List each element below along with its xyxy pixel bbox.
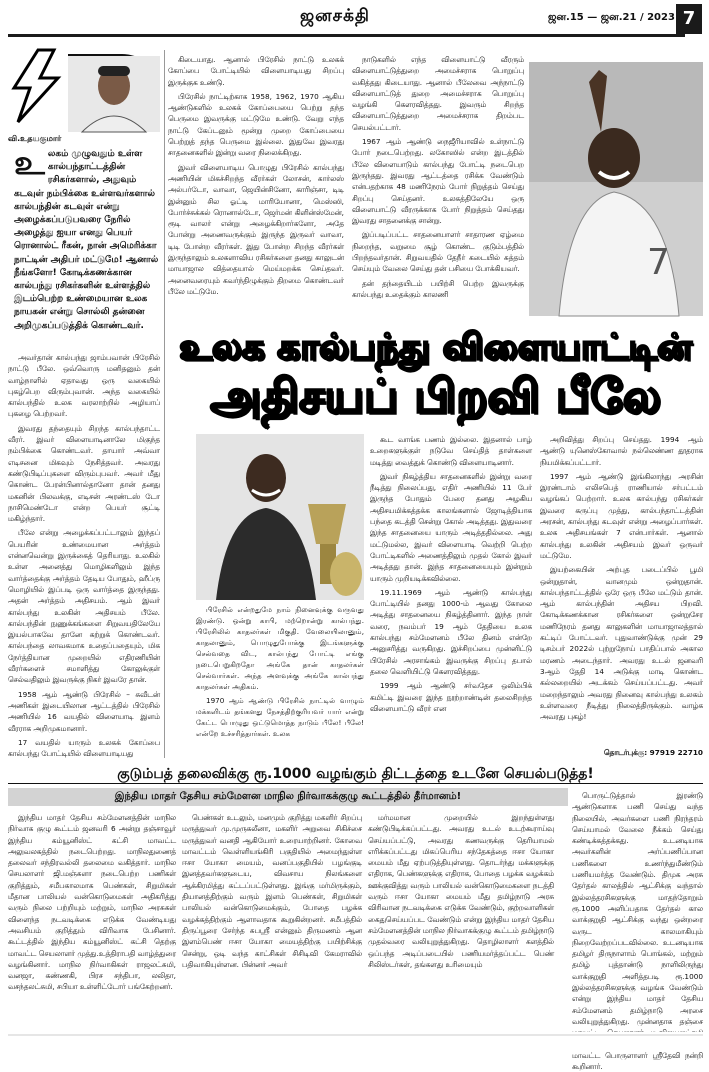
story2-col-3: மர்மமான முறையில் இறந்துள்ளது கண்டுபிடிக்கப்பட்டது. அவரது உடல் உடற்கூராய்வு செய்யப்பட்டு, அவரது கணவருக்கு தெரியாமல் எரிக்கப்பட்டது மிகப்பெரிய சந்தேகத்தை ஈசா யோகா மையம் மீது ஏற்படுத்தியுள்ளது. தொடர்ந்து மக்களுக்கு எதிராக, பெண்களுக்கு எதிராக, போதை பழக்க வழக்கம் ஊக்குவித்து வரும் பாலியல் வன்கொடுமைகளை நடத்தி வரும் ஈசா யோகா மையம் மீது தமிழ்நாடு அரசு விரிவான நடவடிக்கை எடுக்க வேண்டும், குற்றவாளிகள் கைதுசெய்யப்பட வேண்டும் என்று இந்திய மாதர் தேசிய சம்மேளனத்தின் மாநில நிர்வாகக்குழு கூட்டம் தமிழ்நாடு முதல்வரை வலியுறுத்துகிறது. தொழிலாளர் களத்தில் ஒப்பந்த அடிப்படையில் பணியமர்த்தப்பட்ட பெண் சிலிஸ்டர்கள், தங்களது உரிமையும்	[368, 813, 554, 969]
header-rule	[8, 34, 685, 37]
svg-text:7: 7	[647, 242, 670, 283]
paragraph: 19.11.1969 ஆம் ஆண்டு கால்பந்து போட்டியில் தனது 1000-ம் ஆவது கோலை அடித்து சாதனையை நிகழ்த்தினார். இந்த நாள் வரை, நவம்பர் 19 ஆம் தேதியை உலக கால்பந்து சம்மேளனம் பீலே தினம் என்றே அனுசரித்து வருகிறது. இச்சிறப்பை முன்னிட்டு பிரேசில் அரசாங்கம் இவருக்கு சிறப்பு தபால் தலை வெளியிட்டு கௌரவித்தது.	[370, 587, 532, 676]
column-divider	[164, 50, 165, 758]
paragraph: 1997 ஆம் ஆண்டு இங்கிலாந்து அரசின் இரண்டாம் எலிசபெத் ராணியால் சர்பட்டம் வழங்கப் பெற்றார். உலக கால்பந்து ரசிகர்கள் இவரை கருப்பு முத்து, கால்பந்தாட்டத்தின் அரசன், கால்பந்து கடவுள் என்று அழைப்பார்கள். உலக அதிசயங்கள் 7 என்பார்கள். ஆனால் கால்பந்து உலகின் அதிசயம் இவர் ஒருவர் மட்டுமே.	[540, 471, 703, 560]
paragraph: தன் தந்தையிடம் பயிற்சி பெற்ற இவருக்கு கால்பந்து உதைக்கும் காலணி	[352, 278, 524, 299]
article-col-mid	[370, 434, 532, 758]
pele-trophies-photo	[196, 434, 364, 600]
drop-cap: உ	[14, 143, 45, 183]
article-col-2	[168, 54, 344, 322]
paragraph: 1958 ஆம் ஆண்டு பிரேசில் – சுவீடன் அணிகள் இடையிலான ஆட்டத்தில் பிரேசில் அணியில் 16 வயதில் விளையாடி இளம் வீரராக அறிமுகமானார்.	[8, 689, 160, 733]
pele-celebration-photo	[529, 62, 703, 316]
lightning-bolt-logo	[8, 50, 68, 122]
story2-col-1: இந்திய மாதர் தேசிய சம்மேளனத்தின் மாநில நிர்வாக குழு கூட்டம் ஜனவரி 6 அன்று தஞ்சாவூர் இந்திய கம்யூனிஸ்ட் கட்சி மாவட்ட அலுவலகத்தில் நடைபெற்றது. மாநிலதுணைத் தலைவர் சந்திரவல்லி தலைமை வகித்தார். மாநில செயலாளர் ஜி.மஞ்சுளா நடைபெற்ற பணிகள் குறித்தும், சமீபகாலமாக பெண்கள், சிறுமிகள் மீதான பாலியல் வன்கொடுமைகள் அதிகரித்து வரும் நிலை பற்றியும் மற்றும், மாநில அரசுகள் விளைந்த நடவடிக்கை எடுக்க வேண்டியது அவசியம் குறித்தும் விரிவாக பேசினார். கூட்டத்தில் இந்திய கம்யூனிஸ்ட் கட்சி தெற்கு மாவட்ட செயலாளர் முத்து.உத்திராபதி வாழ்த்துரை வழங்கினார். மாநில நிர்வாகிகள் ராஜலட்சுமி, வனஜா, கண்ணகி, பிரச சந்திபா, லலிதா, வசந்தலட்சுமி, சபியா உள்ளிட்டோர் பங்கேற்றனர்.	[8, 813, 176, 992]
photo-caption: பிரேசில் என்றதுமே நாம் நினைவுக்கு வருவது இரண்டு. ஒன்று காபி, மற்றொன்று கால்பந்து. பிரேசிலில் காதலர்கள் மிகுதி. வேலையிலானும், காதலானும், பொழுதுபோக்கு இடங்களுக்கு செல்வதை விட, கால்பந்து போட்டி எங்கு நடைபெறுகிறதோ அங்கே தான் காதலர்கள் செல்வார்கள். அந்த அளவுக்கு அங்கே கால்பந்து காதலர்கள் அதிகம். 1970 ஆம் ஆண்டு பிரேசில் நாட்டில் வாழும் மக்களிடம் தங்களது நேசத்திற்குரியவர் யார் என்று கேட்ட பொழுது ஒட்டுமொத்த நாடும் பீலே! பீலே! என்றே உச்சரித்தார்கள். உலக	[196, 605, 364, 738]
paragraph: இவர் நிகழ்த்திய சாதனைகளில் இன்று வரை நீடித்து நிலைப்பது, எதிர் அணியில் 11 பேர் இருந்த போதும் பேரை தனது அழகிய அதிசயமிக்கத்தக்க காலங்களால் ஜோடித்தியாக பந்தை கடத்தி சென்று கோல் அடித்தது. இதுவரை இந்த சாதனையை யாரும் அடித்ததில்லை. அது மட்டுமல்ல, இவர் விளையாடி வெற்றி பெற்ற போட்டிகளில் அணைத்திலும் முதல் கோல் இவர் அடித்தது தான். இந்த சாதனையையும் இன்றும் யாரும் முறியடிக்கவில்லை.	[370, 471, 532, 583]
story2-col-2: பெண்கள் உடலும், மனமும் குறித்து மகளிர் சிறப்பு மருத்துவர் மு.முருகலீனா, மகளிர் அறுவை சிகிச்சை மருத்துவர் வனதி ஆகியோர் உரையாற்றினர். கோவை மாவட்டம் வெள்ளியங்கிரி பகுதியில் அமைந்துள்ள ஈசா யோகா மையம், வனப்பகுதியில் பழங்குடி இனத்தவர்களுடைய, விவசாய நிலங்களை ஆக்கிரமித்து கட்டப்பட்டுள்ளது. இங்கு மர்மிருக்கும், தியானத்திற்கும் வரும் இளம் பெண்கள், சிறுமிகள் பாலியல் வன்கொடுமைக்கும், போதை பழக்க வழக்கத்திற்கும் ஆளாவதாக கூறுகின்றனர். சமீபத்தில் திருப்பூரை சேர்ந்த சுபஸ்ரீ என்னும் திருமணம் ஆன இளம்பெண் ஈசா யோகா மையத்திற்கு பயிற்சிக்கு சென்று, ஒடி வந்த காட்சிகள் சிசிடிவி கேமராவில் பதிவாகியுள்ளன. பின்னர் அவர்	[182, 813, 362, 969]
paragraph: அறிவித்து சிறப்பு செய்தது. 1994 ஆம் ஆண்டு யுனெஸ்கோவால் நல்லெண்ண தூதராக நியமிக்கப்பட்டார்.	[540, 435, 703, 467]
story2-banner: குடும்பத் தலைவிக்கு ரூ.1000 வழங்கும் திட்டத்தை உடனே செயல்படுத்த!	[8, 764, 703, 784]
story2-subhead: இந்திய மாதர் தேசிய சம்மேளன மாநில நிர்வாகக்குழு கூட்டத்தில் தீர்மானம்!	[8, 788, 568, 806]
headline-line-2: அதிசயப் பிறவி பீலே	[210, 369, 661, 423]
contact-line: தொடர்புக்கு: 97919 22710	[603, 748, 703, 757]
page-number: 7	[676, 4, 702, 34]
lead-text: லகம் முழுவதும் உள்ள கால்பந்தாட்டத்தின் ரசிகர்களால், அதுவும் கடவுள் நம்பிக்கை உள்ளவர்களால் கால்பந்தின் கடவுள் என்று அழைக்கப்படுபவரை நேரில் அழைத்து ஐயா எனது பெயர் ரொனால்ட் ரீகன், நான் அமெரிக்கா நாட்டின் அதிபர் மட்டுமே! ஆனால் நீங்களோ! கோடிக்கணக்கான கால்பந்து ரசிகர்களின் உள்ளத்தில் இடம்பெற்ற உண்மையான உலக நாயகன் என்று சொல்லி தன்னை அறிமுகப்படுத்திக் கொண்டவர்.	[14, 149, 159, 331]
paragraph: 1967 ஆம் ஆண்டு நைஜீரியாவில் உள்நாட்டு போர் நடைபெற்றது. லகோஸில் என்ற இடத்தில் பீலே விளையாடும் கால்பந்து போட்டி நடைபெற இருந்தது. இவரது ஆட்டத்தை ரசிக்க வேண்டும் என்பதற்காக 48 மணிநேரம் போர் நிறுத்தம் செய்து சிறப்பு செய்தனர். உலகத்திலேயே ஒரு விளையாட்டு வீரருக்காக போர் நிறுத்தம் செய்தது இவரது சாதனைக்கு சான்று.	[352, 137, 524, 226]
author-block	[8, 50, 160, 132]
paragraph: நாடுகளில் எந்த விளையாட்டு வீரரும் விளையாட்டுத்துறை அமைச்சராக பொறுப்பு வகித்தது கிடையாது. ஆனால் பீலேவை அந்நாட்டு விளையாட்டுத் துறை அமைச்சராக பொறுப்பு வழங்கி கௌரவித்தது. இவரும் சிறந்த விளையாட்டுத்துறை அமைச்சராக திறம்பட செயல்பட்டார்.	[352, 55, 524, 132]
paragraph: 1999 ஆம் ஆண்டு சர்வதேச ஒலிம்பிக் கமிட்டி இவரை இந்த நூற்றாண்டின் தலைசிறந்த விளையாட்டு வீரர் என	[370, 681, 532, 713]
author-photo	[68, 54, 160, 130]
author-name: வி.உதயகுமார்	[8, 134, 62, 143]
article-col-4	[540, 434, 703, 746]
page-edge-pattern	[0, 1032, 709, 1049]
article-col-3	[352, 54, 524, 322]
main-headline	[168, 325, 703, 425]
paragraph: பிரேசில் நாட்டிற்காக 1958, 1962, 1970 ஆகிய ஆண்டுகளில் உலகக் கோப்பையை பெற்று தந்த பெருமை இவருக்கு மட்டுமே உண்டு. வேறு எந்த நாட்டு கேப்டனும் மூன்று முறை கோப்பையை பெற்றுத் தந்த பெருமை இல்லை. இதுவே இவரது சாதனைகளில் இன்று வரை நிலைக்கிறது.	[168, 91, 344, 158]
lead-paragraph	[14, 143, 162, 333]
paragraph: கூட வாங்க பணம் இல்லை. இதனால் பாழ் உறைகளுக்குள் நடுவே செய்தித் தாள்களை மடித்து வைத்துக் கொண்டு விளையாடினார்.	[370, 435, 532, 467]
paragraph: இவரது தந்தையும் சிறந்த கால்பந்தாட்ட வீரர். இவர் விளையாடினாலே மிகுந்த நம்பிக்கை கொண்டவர். தாயார் அவ்வா எடிசனை மிகவும் நேசித்தவர். அவரது கண்டுபிடிப்புகளை விரும்புபவர். அவர் மீது கொண்ட பேரன்பினால்தானோ தான் தனது மகனின் பிலவக்கு, எடிசன் அரண்டஸ் டோ நாசிமெண்டோ என்ற பெயர் சூட்டி மகிழ்ந்தார்.	[8, 423, 160, 524]
story2-col-4: பொருட்டுத்தால் இரண்டு ஆண்டுகளாக பணி செய்து வந்த நிலையில், அவர்களை பணி நிரந்தரம் செய்யாமல் வேலை நீக்கம் செய்து கண்டிக்கத்தக்கது. உடனடியாக அவர்களின் அர்ப்பணிப்பான பணிகளை உணர்ந்துமீண்டும் பணியமர்த்த வேண்டும். திமுக அரசு தேர்தல் காலத்தில் ஆட்சிக்கு வந்தால் இல்லத்தரசிகளுக்கு மாதந்தோறும் ரூ.1000 அளிப்பதாக தேர்தல் கால வாக்குறுதி ஆட்சிக்கு வந்து ஒன்றரை வருட காலமாகியும் நிறைவேற்றப்படவில்லை. உடனடியாக தமிழர் திருநாளாம் பொங்கல், மற்றும் தமிழ் புத்தாண்டு நாளிலிருந்து வாக்குறுதி அளித்தபடி ரூ.1000 இல்லத்தரசிகளுக்கு வழங்க வேண்டும் என்று இந்திய மாதர் தேசிய சம்மேளனம் தமிழ்நாடு அரசை வலியுறுத்துகிறது. முன்னதாக தஞ்சை மாவட்ட பொருளாளர் ஸ்ரீதேவி நன்றி கூறினார்.	[572, 791, 703, 1072]
page-header	[0, 0, 709, 40]
paragraph: இவர் விளையாடிய பொழுது பிரேசில் கால்பந்து அணியின் மிகச்சிறந்த வீரர்கள் லோசன், கார்லஸ் அல்பர்டோ, வாவா, ஜெயின்சினோ, காரிஞ்சா, டிடி இன்னும் சில ஓட்டி மாரியோனா, மெஸ்ஸி, போர்ச்சுக்கல் ரொனால்டோ, ஜெர்மன் கிளின்ஸ்மேன், ரூடி வாலர் என்று அழைக்கிறார்களோ, அதே போன்று அணைவருக்கும் இருந்த இருவர் வாவா, டிடி போன்ற வீரர்கள். இது போன்ற சிறந்த வீரர்கள் இருந்தாலும் உலகளாவிய ரசிகர்களை தனது காலுடன் மாயாஜால வித்தையால் மெய்மறக்க செய்தவர். அனைவரையும் கவர்ந்திழுக்கும் திறமை கொண்டவர் பீலே மட்டுமே.	[168, 162, 344, 296]
paragraph: இப்படிப்பட்ட சாதனையாளர் சாதாரண ஏழ்மை நிறைந்த, வறுமை சூழ் கொண்ட குடும்பத்தில் பிறந்தவர்தான். சிறுவயதில் தேநீர் கடையில் சுத்தம் செய்யும் வேலை செய்து தன் பசியை போக்கியவர்.	[352, 230, 524, 274]
paragraph: 17 வயதில் யாரும் உலகக் கோப்பை கால்பந்து போட்டியில் விளையாடியது	[8, 737, 160, 759]
paragraph: அவர்தான் கால்பந்து ஜாம்பவான் பிரேசில் நாட்டு பீலே. ஒவ்வொரு மனிதனும் தன் வாழ்நாளில் ஏதாவது ஒரு வகையில் புகழ்பெற விரும்புவான். அந்த வகையில் கால்பந்தில் உலக வரலாற்றில் அழியாப் புகழை பெற்றவர்.	[8, 353, 160, 419]
masthead: ஜனசக்தி	[300, 6, 370, 26]
article-col-1	[8, 352, 160, 759]
paragraph: இயற்கையின் அற்புத படைப்பில் பூமி ஒன்றுதான், வானமும் ஒன்றுதான். கால்பந்தாட்டத்தில் ஒரே ஒரு பீலே மட்டும் தான். ஆம் கால்பந்தின் அதிசய பிறவி. கோடிக்கணக்கான ரசிகர்களை ஒன்றுசேர மணிநேரம் தனது காலுகளின் மாயாஜாலத்தால் கட்டிப் போட்டவர். புதுவாண்டுக்கு முன் 29 டிசம்பர் 2022ல் புற்றுநோய் பாதிப்பால் அகால மரணம் அடைந்தார். அவரது உடல் ஜனவரி 3ஆம் தேதி 14 அடுக்கு மாடி கொண்ட கல்லறையில் அடக்கம் செய்யப்பட்டது. அவர் மறைந்தாலும் அவரது நினைவு கால்பந்து உலகம் உள்ளவரை நீடித்து நிலைத்திருக்கும். வாழ்க அவரது புகழ்!	[540, 565, 703, 722]
paragraph: கிடையாது. ஆனால் பிரேசில் நாட்டு உலகக் கோப்பை போட்டியில் விளையாடியது சிறப்பு இருக்குக உண்டு.	[168, 55, 344, 87]
headline-line-1: உலக கால்பந்து விளையாட்டின்	[179, 326, 692, 368]
paragraph: பீலே என்று அழைக்கப்பட்டாலும் இந்தப் பெயரின் உண்மையான அர்த்தம் என்னவென்று இருக்கைத் தெரியாது. உலகில் உள்ள அனைத்து மொழிகளிலும் இந்த வார்த்தைக்கு அர்த்தம் தேடிய போதும், ஹீப்ரு மொழியில் இப்படி ஒரு வார்த்தை இருந்தது. அதன் அர்த்தம் அதிசயம். ஆம் இவர் கால்பந்து உலகின் அதிசயம் பீலே. கால்பந்தின் நுணுக்கங்களை சிறுவயதிலேயே இயல்பாகவே தானே கற்றுக் கொண்டவர். கால்பந்தை லாவகமாக உதைப்பதையும், மிக நேர்த்தியான முறையில் எதிரணியின் வீரர்களைச் சமாளித்து கோலுக்குள் செல்வதிலும் இவருக்கு நிகர் இவரே தான்.	[8, 528, 160, 685]
issue-dateline: ஜன.15 — ஜன.21 / 2023	[548, 12, 675, 23]
